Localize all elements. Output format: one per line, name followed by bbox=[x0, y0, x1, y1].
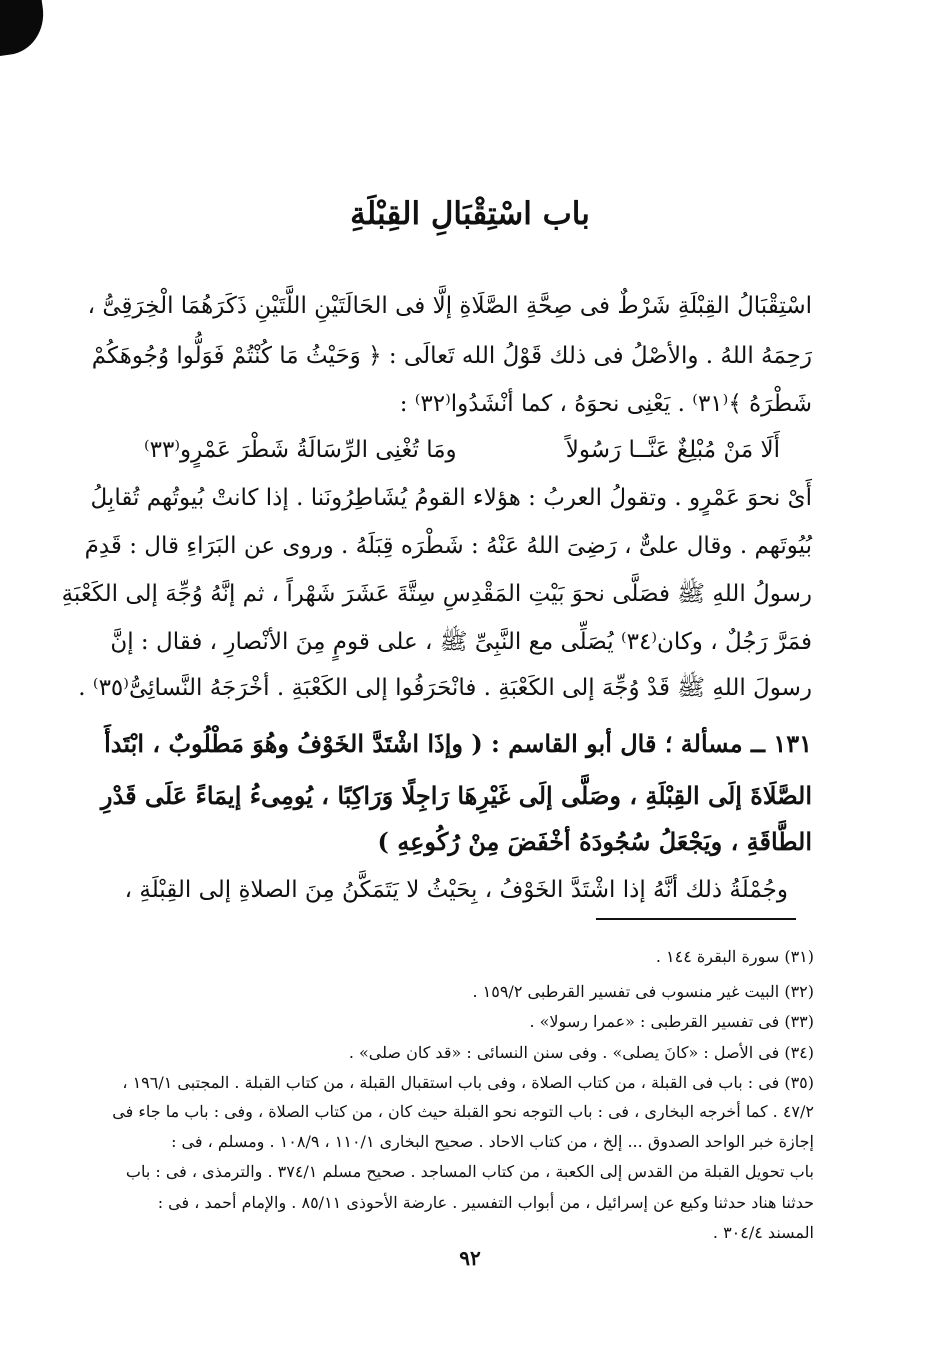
footnote-line: (٣٣) فى تفسير القرطبى : «عمرا رسولا» . bbox=[529, 1012, 814, 1031]
footnote-line: (٣٥) فى : باب فى القبلة ، من كتاب الصلاة ، وفى باب استقبال القبلة ، من كتاب القبلة . المجتبى ١٩٦/١ ، bbox=[122, 1073, 814, 1092]
paragraph-line: شَطْرَهُ ﴾⁽٣١⁾ . يَعْنِى نحوَهُ ، كما أنْشَدُوا⁽٣٢⁾ : bbox=[399, 391, 812, 417]
footnote-line: إجازة خبر الواحد الصدوق ... إلخ ، من كتاب الاحاد . صحيح البخارى ١١٠/١ ، ١٠٨/٩ . ومسلم ، فى : bbox=[171, 1132, 814, 1151]
paragraph-line: اسْتِقْبَالُ القِبْلَةِ شَرْطٌ فى صِحَّةِ الصَّلَاةِ إلَّا فى الحَالَتَيْنِ اللَّتَيْنِ ذَكَرَهُمَا الْخِرَقِىُّ ، bbox=[87, 293, 812, 319]
paragraph-line: وجُمْلَةُ ذلك أنَّهُ إذا اشْتَدَّ الخَوْفُ ، بِحَيْثُ لا يَتَمَكَّنُ مِنَ الصلاةِ إلى القِبْلَةِ ، bbox=[124, 877, 788, 903]
footnote-line: (٣٢) البيت غير منسوب فى تفسير القرطبى ١٥٩/٢ . bbox=[472, 982, 814, 1001]
footnote-line: المسند ٣٠٤/٤ . bbox=[712, 1223, 814, 1242]
paragraph-line: رسولُ اللهِ ﷺ فصَلَّى نحوَ بَيْتِ المَقْدِسِ سِتَّةَ عَشَرَ شَهْراً ، ثم إنَّهُ وُجِّهَ إلى الكَعْبَةِ bbox=[61, 581, 812, 607]
footnote-line: (٣٤) فى الأصل : «كانَ يصلى» . وفى سنن النسائى : «قد كان صلى» . bbox=[348, 1043, 814, 1062]
poetry-verse bbox=[144, 428, 780, 472]
paragraph-line: بُيُوتَهم . وقال علىٌّ ، رَضِىَ اللهُ عَنْهُ : شَطْرَه قِبَلَهُ . وروى عن البَرَاءِ قال : قَدِمَ bbox=[84, 533, 812, 559]
footnote-line: ٤٧/٢ . كما أخرجه البخارى ، فى : باب التوجه نحو القبلة حيث كان ، من كتاب الصلاة ، وفى : باب ما جاء فى bbox=[112, 1102, 814, 1121]
footnote-separator bbox=[596, 918, 796, 920]
footnote-line: حدثنا هناد حدثنا وكيع عن إسرائيل ، من أبواب التفسير . عارضة الأحوذى ٨٥/١١ . والإمام أحمد ، فى : bbox=[157, 1193, 814, 1212]
footnote-line: (٣١) سورة البقرة ١٤٤ . bbox=[655, 947, 814, 966]
verse-second-hemistich: ومَا تُغْنِى الرِّسَالَةُ شَطْرَ عَمْرٍو⁽٣٣⁾ bbox=[144, 437, 457, 463]
paragraph-line: أَىْ نحوَ عَمْرٍو . وتقولُ العربُ : هؤلاء القومُ يُشَاطِرُونَنا . إذا كانتْ بُيوتُهم تُقابِلُ bbox=[90, 485, 812, 511]
issue-text-line: الصَّلَاةَ إلَى القِبْلَةِ ، وصَلَّى إلَى غَيْرِهَا رَاجِلًا وَرَاكِبًا ، يُومِىءُ إيمَاءً عَلَى قَدْرِ bbox=[100, 781, 812, 810]
issue-heading-line: ١٣١ ــ مسألة ؛ قال أبو القاسم : ( وإذَا اشْتَدَّ الخَوْفُ وهُوَ مَطْلُوبٌ ، ابْتَدأَ bbox=[104, 729, 812, 758]
paragraph-line: رَحِمَهُ اللهُ . والأصْلُ فى ذلك قَوْلُ الله تَعالَى : ﴿ وَحَيْثُ مَا كُنْتُمْ فَوَلُّوا وُجُوهَكُمْ bbox=[91, 343, 812, 369]
paragraph-line: رسولَ اللهِ ﷺ قَدْ وُجِّهَ إلى الكَعْبَةِ . فانْحَرَفُوا إلى الكَعْبَةِ . أخْرَجَهُ النَّسائِىُّ⁽٣٥⁾ . bbox=[78, 675, 812, 701]
verse-first-hemistich: أَلَا مَنْ مُبْلِغٌ عَنَّــا رَسُولاً bbox=[565, 437, 780, 463]
chapter-title: باب اسْتِقْبَالِ القِبْلَةِ bbox=[350, 196, 590, 232]
paragraph-line: فمَرَّ رَجُلٌ ، وكان⁽٣٤⁾ يُصَلِّى مع النَّبِىِّ ﷺ ، على قومٍ مِنَ الأنْصارِ ، فقال : إنَّ bbox=[110, 629, 812, 655]
ink-blot bbox=[0, 0, 49, 58]
page-number: ٩٢ bbox=[459, 1246, 481, 1270]
issue-text-line: الطَّاقَةِ ، ويَجْعَلُ سُجُودَهُ أخْفَضَ مِنْ رُكُوعِهِ ) bbox=[377, 827, 812, 856]
footnote-line: باب تحويل القبلة من القدس إلى الكعبة ، من كتاب المساجد . صحيح مسلم ٣٧٤/١ . والترمذى ، فى : باب bbox=[125, 1162, 814, 1181]
